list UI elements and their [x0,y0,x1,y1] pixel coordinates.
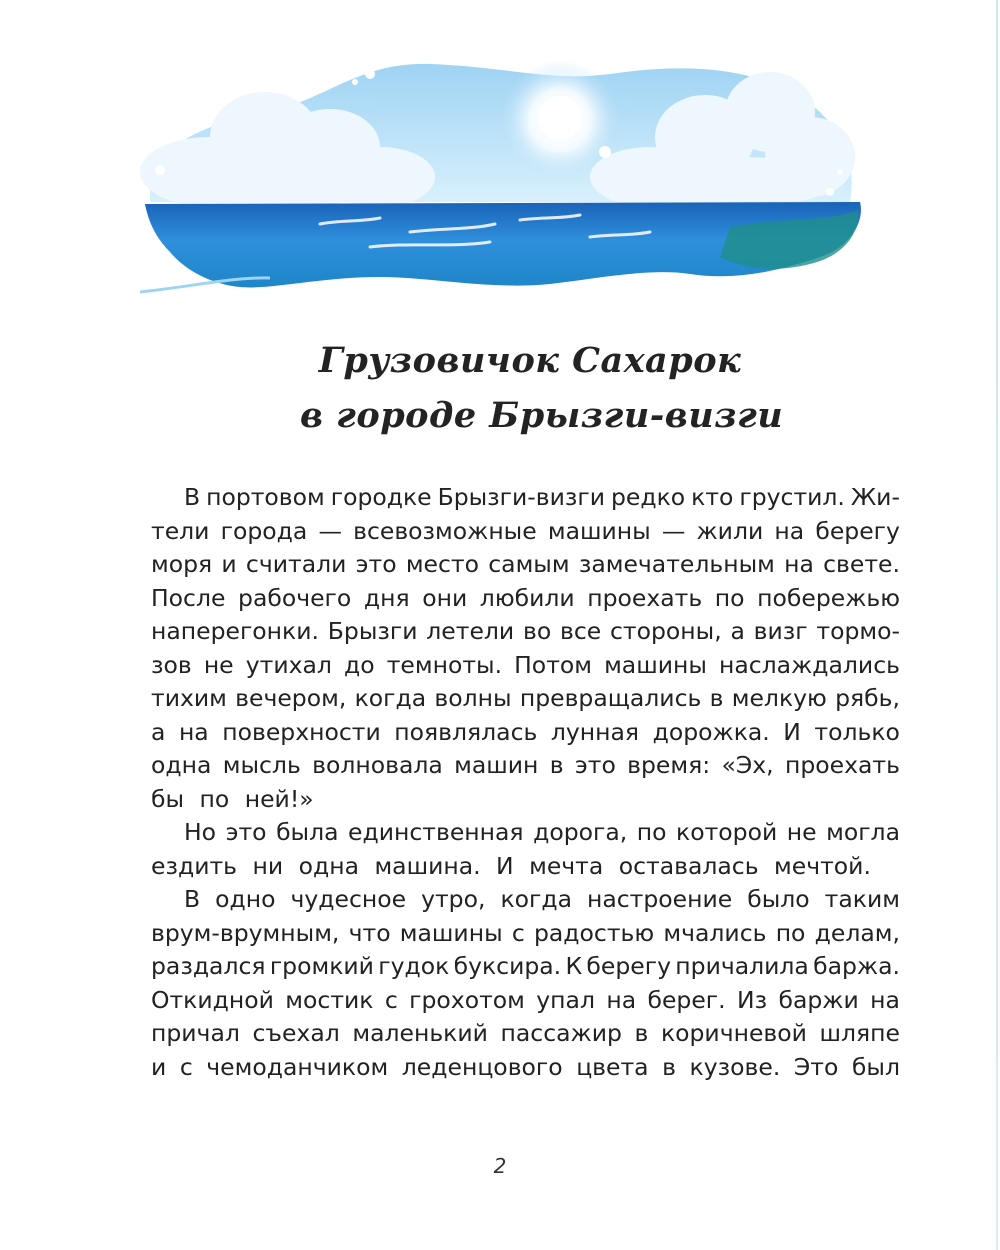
text-line: наперегонки. Брызги летели во все стороны, а визг тормо- [151,617,900,645]
text-line: Но это была единственная дорога, по которой не могла [184,818,900,846]
text-line: и с чемоданчиком леденцового цвета в кузове. Это был [151,1052,900,1081]
story-title [300,333,784,443]
text-line: После рабочего дня они любили проехать по побережью [151,583,900,612]
text-line: ездить ни одна машина. И мечта оставалась мечтой. [151,851,871,880]
page-number: 2 [493,1154,507,1178]
text-line: врум-врумным, что машины с радостью мчались по делам, [151,918,900,947]
story-text [151,481,900,1084]
page-edge-line [996,0,998,1250]
text-line: моря и считали это место самым замечательным на свете. [151,550,900,578]
text-line: Откидной мостик с грохотом упал на берег. Из баржи на [151,985,900,1014]
text-line: причал съехал маленький пассажир в коричневой шляпе [151,1019,900,1047]
story-title-line-2: в городе Брызги-визги [300,395,784,436]
text-line: В портовом городке Брызги-визги редко кто грустил. Жи- [184,483,900,511]
text-line: тели города — всевозможные машины — жили на берегу [151,516,900,545]
text-line: одна мысль волновала машин в это время: «Эх, проехать [151,751,900,779]
text-line: бы по ней!» [151,784,314,813]
text-line: зов не утихал до темноты. Потом машины наслаждались [151,650,900,679]
text-line: тихим вечером, когда волны превращались в мелкую рябь, [151,684,900,712]
sea-illustration-icon [130,52,870,302]
story-title-line-1: Грузовичок Сахарок [318,340,742,381]
text-line: В одно чудесное утро, когда настроение было таким [184,885,900,913]
text-line: раздался громкий гудок буксира. К берегу причалила баржа. [151,952,900,980]
text-line: а на поверхности появлялась лунная дорожка. И только [151,717,900,746]
